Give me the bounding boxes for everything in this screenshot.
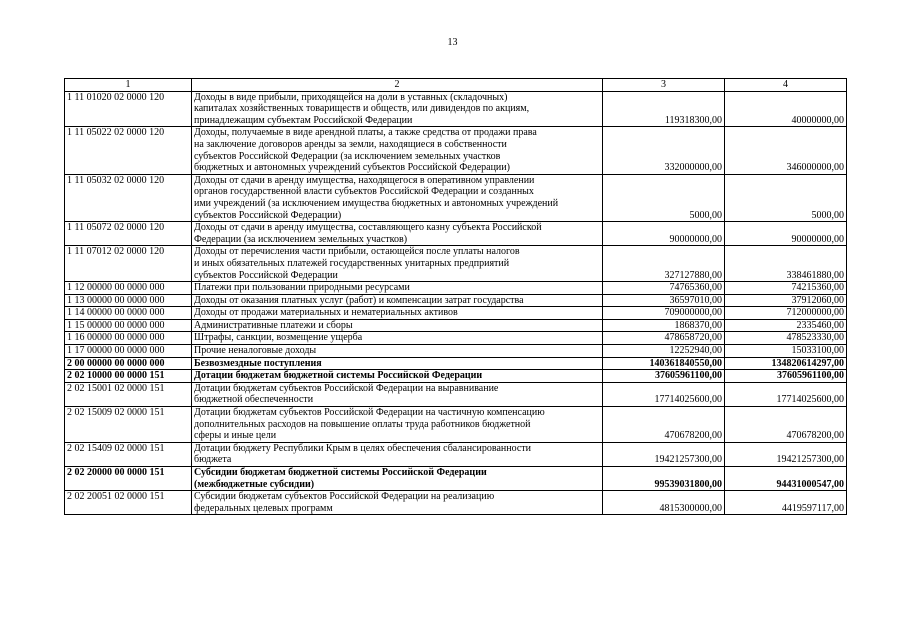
- budget-code-cell: 1 11 01020 02 0000 120: [65, 91, 192, 127]
- revenue-name-cell: Субсидии бюджетам субъектов Российской Федерации на реализацию федеральных целевых программ: [192, 491, 603, 515]
- budget-code-cell: 1 16 00000 00 0000 000: [65, 332, 192, 345]
- amount-col3-cell: 140361840550,00: [603, 357, 725, 370]
- table-row: [65, 319, 847, 332]
- revenue-name-cell: Доходы от сдачи в аренду имущества, составляющего казну субъекта Российской Федерации (за исключением земельных участков): [192, 222, 603, 246]
- amount-col3-cell: 19421257300,00: [603, 442, 725, 466]
- revenue-name-cell: Доходы от сдачи в аренду имущества, находящегося в оперативном управлении органов государственной власти субъектов Российской Федерации и созданных ими учреждений (за исключением имущества бюджетных и автономных учреждений субъектов Российской Федерации): [192, 174, 603, 221]
- revenue-name-cell: Доходы от перечисления части прибыли, остающейся после уплаты налогов и иных обязательных платежей государственных унитарных предприятий субъектов Российской Федерации: [192, 246, 603, 282]
- revenue-name-cell: Доходы от оказания платных услуг (работ) и компенсации затрат государства: [192, 294, 603, 307]
- revenue-name-cell: Субсидии бюджетам бюджетной системы Российской Федерации (межбюджетные субсидии): [192, 467, 603, 491]
- amount-col3-cell: 74765360,00: [603, 282, 725, 295]
- revenue-name-cell: Штрафы, санкции, возмещение ущерба: [192, 332, 603, 345]
- budget-code-cell: 1 14 00000 00 0000 000: [65, 307, 192, 320]
- table-row: [65, 307, 847, 320]
- amount-col4-cell: 470678200,00: [725, 407, 847, 443]
- revenue-name-cell: Доходы в виде прибыли, приходящейся на доли в уставных (складочных) капиталах хозяйственных товариществ и обществ, или дивидендов по акциям, принадлежащим субъектам Российской Федерации: [192, 91, 603, 127]
- amount-col4-cell: 40000000,00: [725, 91, 847, 127]
- amount-col3-cell: 5000,00: [603, 174, 725, 221]
- table-row: [65, 282, 847, 295]
- table-body: [65, 91, 847, 515]
- column-number-row: [65, 79, 847, 92]
- amount-col4-cell: 74215360,00: [725, 282, 847, 295]
- amount-col3-cell: 36597010,00: [603, 294, 725, 307]
- budget-code-cell: 2 00 00000 00 0000 000: [65, 357, 192, 370]
- budget-code-cell: 1 15 00000 00 0000 000: [65, 319, 192, 332]
- revenue-name-cell: Дотации бюджету Республики Крым в целях обеспечения сбалансированности бюджета: [192, 442, 603, 466]
- amount-col4-cell: 5000,00: [725, 174, 847, 221]
- budget-code-cell: 1 11 05032 02 0000 120: [65, 174, 192, 221]
- revenue-name-cell: Доходы, получаемые в виде арендной платы, а также средства от продажи права на заключение договоров аренды за земли, находящиеся в собственности субъектов Российской Федерации (за исключением земельных участков бюджетных и автономных учреждений субъектов Российской Федерации): [192, 127, 603, 174]
- budget-code-cell: 1 11 05022 02 0000 120: [65, 127, 192, 174]
- table-row: [65, 442, 847, 466]
- amount-col3-cell: 1868370,00: [603, 319, 725, 332]
- amount-col3-cell: 709000000,00: [603, 307, 725, 320]
- revenue-name-cell: Безвозмездные поступления: [192, 357, 603, 370]
- amount-col3-cell: 17714025600,00: [603, 382, 725, 406]
- revenue-name-cell: Административные платежи и сборы: [192, 319, 603, 332]
- amount-col4-cell: 134820614297,00: [725, 357, 847, 370]
- revenue-name-cell: Прочие неналоговые доходы: [192, 345, 603, 358]
- amount-col3-cell: 327127880,00: [603, 246, 725, 282]
- budget-code-cell: 2 02 15009 02 0000 151: [65, 407, 192, 443]
- amount-col4-cell: 37912060,00: [725, 294, 847, 307]
- table-row: [65, 332, 847, 345]
- revenue-name-cell: Дотации бюджетам субъектов Российской Федерации на частичную компенсацию дополнительных расходов на повышение оплаты труда работников бюджетной сферы и иные цели: [192, 407, 603, 443]
- table-row: [65, 407, 847, 443]
- amount-col4-cell: 19421257300,00: [725, 442, 847, 466]
- budget-code-cell: 2 02 15001 02 0000 151: [65, 382, 192, 406]
- amount-col3-cell: 119318300,00: [603, 91, 725, 127]
- budget-code-cell: 1 12 00000 00 0000 000: [65, 282, 192, 295]
- table-row: [65, 467, 847, 491]
- amount-col4-cell: 90000000,00: [725, 222, 847, 246]
- budget-code-cell: 2 02 15409 02 0000 151: [65, 442, 192, 466]
- budget-code-cell: 2 02 20000 00 0000 151: [65, 467, 192, 491]
- amount-col4-cell: 712000000,00: [725, 307, 847, 320]
- amount-col4-cell: 37605961100,00: [725, 370, 847, 383]
- revenue-name-cell: Доходы от продажи материальных и нематериальных активов: [192, 307, 603, 320]
- revenue-name-cell: Дотации бюджетам бюджетной системы Российской Федерации: [192, 370, 603, 383]
- table-row: [65, 294, 847, 307]
- table-row: [65, 127, 847, 174]
- table-row: [65, 357, 847, 370]
- table-row: [65, 370, 847, 383]
- amount-col4-cell: 478523330,00: [725, 332, 847, 345]
- amount-col3-cell: 4815300000,00: [603, 491, 725, 515]
- column-header-3: 3: [603, 79, 725, 92]
- budget-code-cell: 2 02 20051 02 0000 151: [65, 491, 192, 515]
- table-row: [65, 345, 847, 358]
- budget-code-cell: 1 11 05072 02 0000 120: [65, 222, 192, 246]
- budget-code-cell: 1 13 00000 00 0000 000: [65, 294, 192, 307]
- amount-col4-cell: 346000000,00: [725, 127, 847, 174]
- budget-code-cell: 2 02 10000 00 0000 151: [65, 370, 192, 383]
- column-header-1: 1: [65, 79, 192, 92]
- budget-code-cell: 1 17 00000 00 0000 000: [65, 345, 192, 358]
- revenue-name-cell: Дотации бюджетам субъектов Российской Федерации на выравнивание бюджетной обеспеченности: [192, 382, 603, 406]
- revenue-name-cell: Платежи при пользовании природными ресурсами: [192, 282, 603, 295]
- amount-col3-cell: 12252940,00: [603, 345, 725, 358]
- table-row: [65, 174, 847, 221]
- table-row: [65, 246, 847, 282]
- amount-col3-cell: 90000000,00: [603, 222, 725, 246]
- table-row: [65, 222, 847, 246]
- amount-col3-cell: 332000000,00: [603, 127, 725, 174]
- amount-col4-cell: 94431000547,00: [725, 467, 847, 491]
- amount-col4-cell: 15033100,00: [725, 345, 847, 358]
- column-header-2: 2: [192, 79, 603, 92]
- table-row: [65, 491, 847, 515]
- budget-code-cell: 1 11 07012 02 0000 120: [65, 246, 192, 282]
- amount-col4-cell: 4419597117,00: [725, 491, 847, 515]
- amount-col4-cell: 338461880,00: [725, 246, 847, 282]
- column-header-4: 4: [725, 79, 847, 92]
- page-number: 13: [447, 37, 458, 48]
- amount-col4-cell: 17714025600,00: [725, 382, 847, 406]
- amount-col3-cell: 478658720,00: [603, 332, 725, 345]
- amount-col3-cell: 470678200,00: [603, 407, 725, 443]
- amount-col3-cell: 99539031800,00: [603, 467, 725, 491]
- table-row: [65, 91, 847, 127]
- amount-col3-cell: 37605961100,00: [603, 370, 725, 383]
- amount-col4-cell: 2335460,00: [725, 319, 847, 332]
- budget-revenue-table: [64, 78, 847, 515]
- table-row: [65, 382, 847, 406]
